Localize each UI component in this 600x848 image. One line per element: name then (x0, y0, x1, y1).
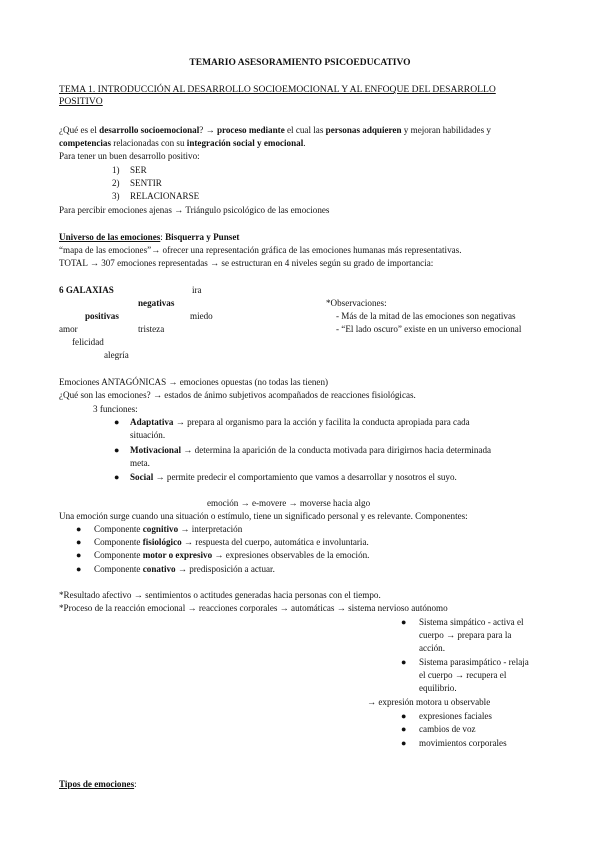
antagonicas-line: Emociones ANTAGÓNICAS → emociones opuestas (no todas las tienen) (59, 377, 329, 387)
bullet-icon: ● (401, 738, 407, 748)
bullet-icon: ● (401, 711, 407, 721)
tema1-heading-line2: POSITIVO (59, 96, 103, 107)
list-item-text: SENTIR (130, 178, 162, 188)
componente-motor: Componente motor o expresivo → expresiones observables de la emoción. (94, 550, 370, 560)
componente-conativo: Componente conativo → predisposición a actuar. (94, 564, 275, 574)
funcion-motivacional-cont: meta. (130, 458, 150, 468)
galaxia-ira: ira (192, 285, 202, 295)
list-item-text: RELACIONARSE (130, 191, 200, 201)
universo-total: TOTAL → 307 emociones representadas → se estructuran en 4 niveles según su grado de importancia: (59, 258, 434, 268)
bullet-icon: ● (76, 524, 82, 534)
sistema-simpatico-3: acción. (419, 643, 446, 653)
sistema-parasimpatico-3: equilibrio. (419, 683, 457, 693)
funcion-adaptativa: Adaptativa → prepara al organismo para la acción y facilita la conducta apropiada para cada (130, 417, 470, 427)
universo-heading: Universo de las emociones: Bisquerra y Punset (59, 232, 240, 242)
galaxia-alegria: alegría (104, 350, 129, 360)
bullet-icon: ● (114, 472, 120, 482)
sistema-parasimpatico-2: el cuerpo → recupera el (419, 670, 507, 680)
que-son-emociones: ¿Qué son las emociones? → estados de ánimo subjetivos acompañados de reacciones fisiológicas. (59, 390, 416, 400)
bullet-icon: ● (114, 417, 120, 427)
funcion-social: Social → permite predecir el comportamiento que vamos a desarrollar y nosotros el suyo. (130, 472, 457, 482)
bullet-icon: ● (114, 445, 120, 455)
emocion-definicion: Una emoción surge cuando una situación o estímulo, tiene un significado personal y es relevante. Componentes: (59, 511, 468, 521)
observacion-2: - “El lado oscuro” existe en un universo emocional (336, 324, 522, 334)
list-item: 1) (112, 165, 120, 175)
sistema-simpatico-2: cuerpo → prepara para la (419, 630, 512, 640)
intro-question-line1: ¿Qué es el desarrollo socioemocional? → proceso mediante el cual las personas adquieren y mejoran habilidades y (59, 125, 491, 135)
funciones-label: 3 funciones: (93, 404, 138, 414)
list-item: 3) (112, 191, 120, 201)
resultado-afectivo: *Resultado afectivo → sentimientos o actitudes generadas hacia personas con el tiempo. (59, 590, 381, 600)
observacion-1: - Más de la mitad de las emociones son negativas (336, 311, 516, 321)
sistema-parasimpatico-1: Sistema parasimpático - relaja (419, 657, 529, 667)
intro-tener: Para tener un buen desarrollo positivo: (59, 151, 200, 161)
intro-percibir: Para percibir emociones ajenas → Triángulo psicológico de las emociones (59, 205, 330, 215)
tipos-emociones-heading: Tipos de emociones: (59, 779, 137, 789)
componente-fisiologico: Componente fisiológico → respuesta del cuerpo, automática e involuntaria. (94, 537, 369, 547)
galaxias-label: 6 GALAXIAS (59, 285, 114, 295)
funcion-motivacional: Motivacional → determina la aparición de la conducta motivada para dirigirnos hacia determinada (130, 445, 492, 455)
sistema-simpatico-1: Sistema simpático - activa el (419, 617, 524, 627)
galaxia-positivas: positivas (85, 311, 119, 321)
galaxia-tristeza: tristeza (138, 324, 165, 334)
document-title: TEMARIO ASESORAMIENTO PSICOEDUCATIVO (189, 58, 411, 68)
bullet-icon: ● (76, 564, 82, 574)
emocion-etimologia: emoción → e-movere → moverse hacia algo (207, 498, 371, 508)
bullet-icon: ● (401, 724, 407, 734)
bullet-icon: ● (76, 550, 82, 560)
bullet-icon: ● (76, 537, 82, 547)
galaxia-amor: amor (59, 324, 78, 334)
bullet-icon: ● (401, 617, 407, 627)
expresion-motora: → expresión motora u observable (367, 697, 491, 707)
proceso-reaccion: *Proceso de la reacción emocional → reacciones corporales → automáticas → sistema nervioso autónomo (59, 603, 448, 613)
expresiones-faciales: expresiones faciales (419, 711, 492, 721)
galaxia-negativas: negativas (138, 298, 175, 308)
tema1-heading-line1: TEMA 1. INTRODUCCIÓN AL DESARROLLO SOCIOEMOCIONAL Y AL ENFOQUE DEL DESARROLLO (59, 84, 496, 95)
galaxia-felicidad: felicidad (72, 337, 104, 347)
list-item: 2) (112, 178, 120, 188)
movimientos-corporales: movimientos corporales (419, 738, 507, 748)
cambios-de-voz: cambios de voz (419, 724, 476, 734)
intro-question-line2: competencias relacionadas con su integración social y emocional. (59, 138, 306, 148)
componente-cognitivo: Componente cognitivo → interpretación (94, 524, 243, 534)
bullet-icon: ● (401, 657, 407, 667)
observaciones-title: *Observaciones: (326, 298, 387, 308)
funcion-adaptativa-cont: situación. (130, 430, 166, 440)
list-item-text: SER (130, 165, 147, 175)
universo-mapa: “mapa de las emociones”→ ofrecer una representación gráfica de las emociones humanas más representativas. (59, 245, 462, 255)
galaxia-miedo: miedo (190, 311, 213, 321)
